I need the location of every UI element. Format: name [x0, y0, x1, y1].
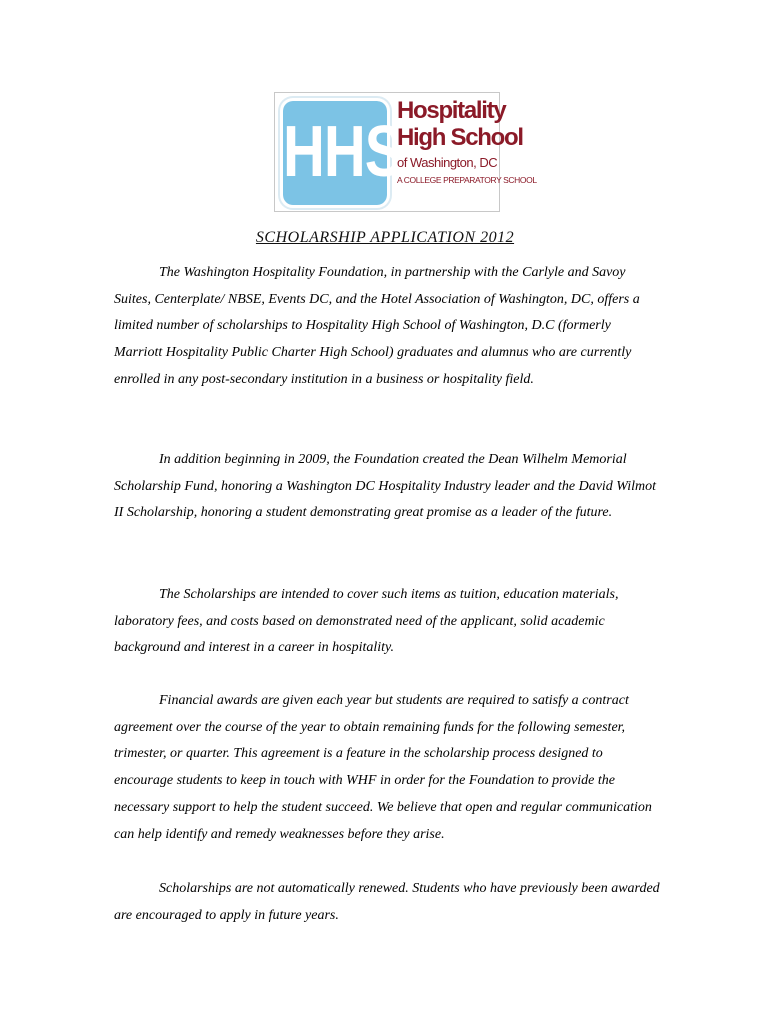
paragraph-intro: The Washington Hospitality Foundation, in partnership with the Carlyle and Savoy Suites, Centerplate/ NBSE, Events DC, and the Hotel Association of Washington, DC, offers a limited number of scholarships to Hospitality High School of Washington, D.C (formerly Marriott Hospitality Public Charter High School) graduates and alumnus who are currently enrolled in any post-secondary institution in a business or hospitality field.	[114, 265, 640, 387]
logo-tagline: A COLLEGE PREPARATORY SCHOOL	[397, 175, 537, 185]
paragraph-memorial-funds: In addition beginning in 2009, the Foundation created the Dean Wilhelm Memorial Scholarship Fund, honoring a Washington DC Hospitality Industry leader and the David Wilmot II Scholarship, honoring a student demonstrating great promise as a leader of the future.	[114, 452, 656, 521]
logo-mark-text: HHS	[283, 110, 403, 192]
logo-wordmark	[397, 97, 537, 185]
logo-name-line2: High School	[397, 124, 523, 151]
paragraph-financial-awards: Financial awards are given each year but students are required to satisfy a contract agreement over the course of the year to obtain remaining funds for the following semester, trimester, or quarter. This agreement is a feature in the scholarship process designed to encourage students to keep in touch with WHF in order for the Foundation to provide the necessary support to help the student succeed. We believe that open and regular communication can help identify and remedy weaknesses before they arise.	[114, 693, 652, 842]
logo-name-line1: Hospitality	[397, 97, 506, 124]
paragraph-renewal: Scholarships are not automatically renewed. Students who have previously been awarded are encouraged to apply in future years.	[114, 881, 660, 923]
school-logo	[274, 92, 537, 212]
logo-mark	[283, 101, 403, 205]
logo-location: of Washington, DC	[397, 155, 498, 170]
document-title: SCHOLARSHIP APPLICATION 2012	[255, 229, 515, 246]
paragraph-coverage: The Scholarships are intended to cover such items as tuition, education materials, laboratory fees, and costs based on demonstrated need of the applicant, solid academic background and interest in a career in hospitality.	[114, 587, 619, 656]
